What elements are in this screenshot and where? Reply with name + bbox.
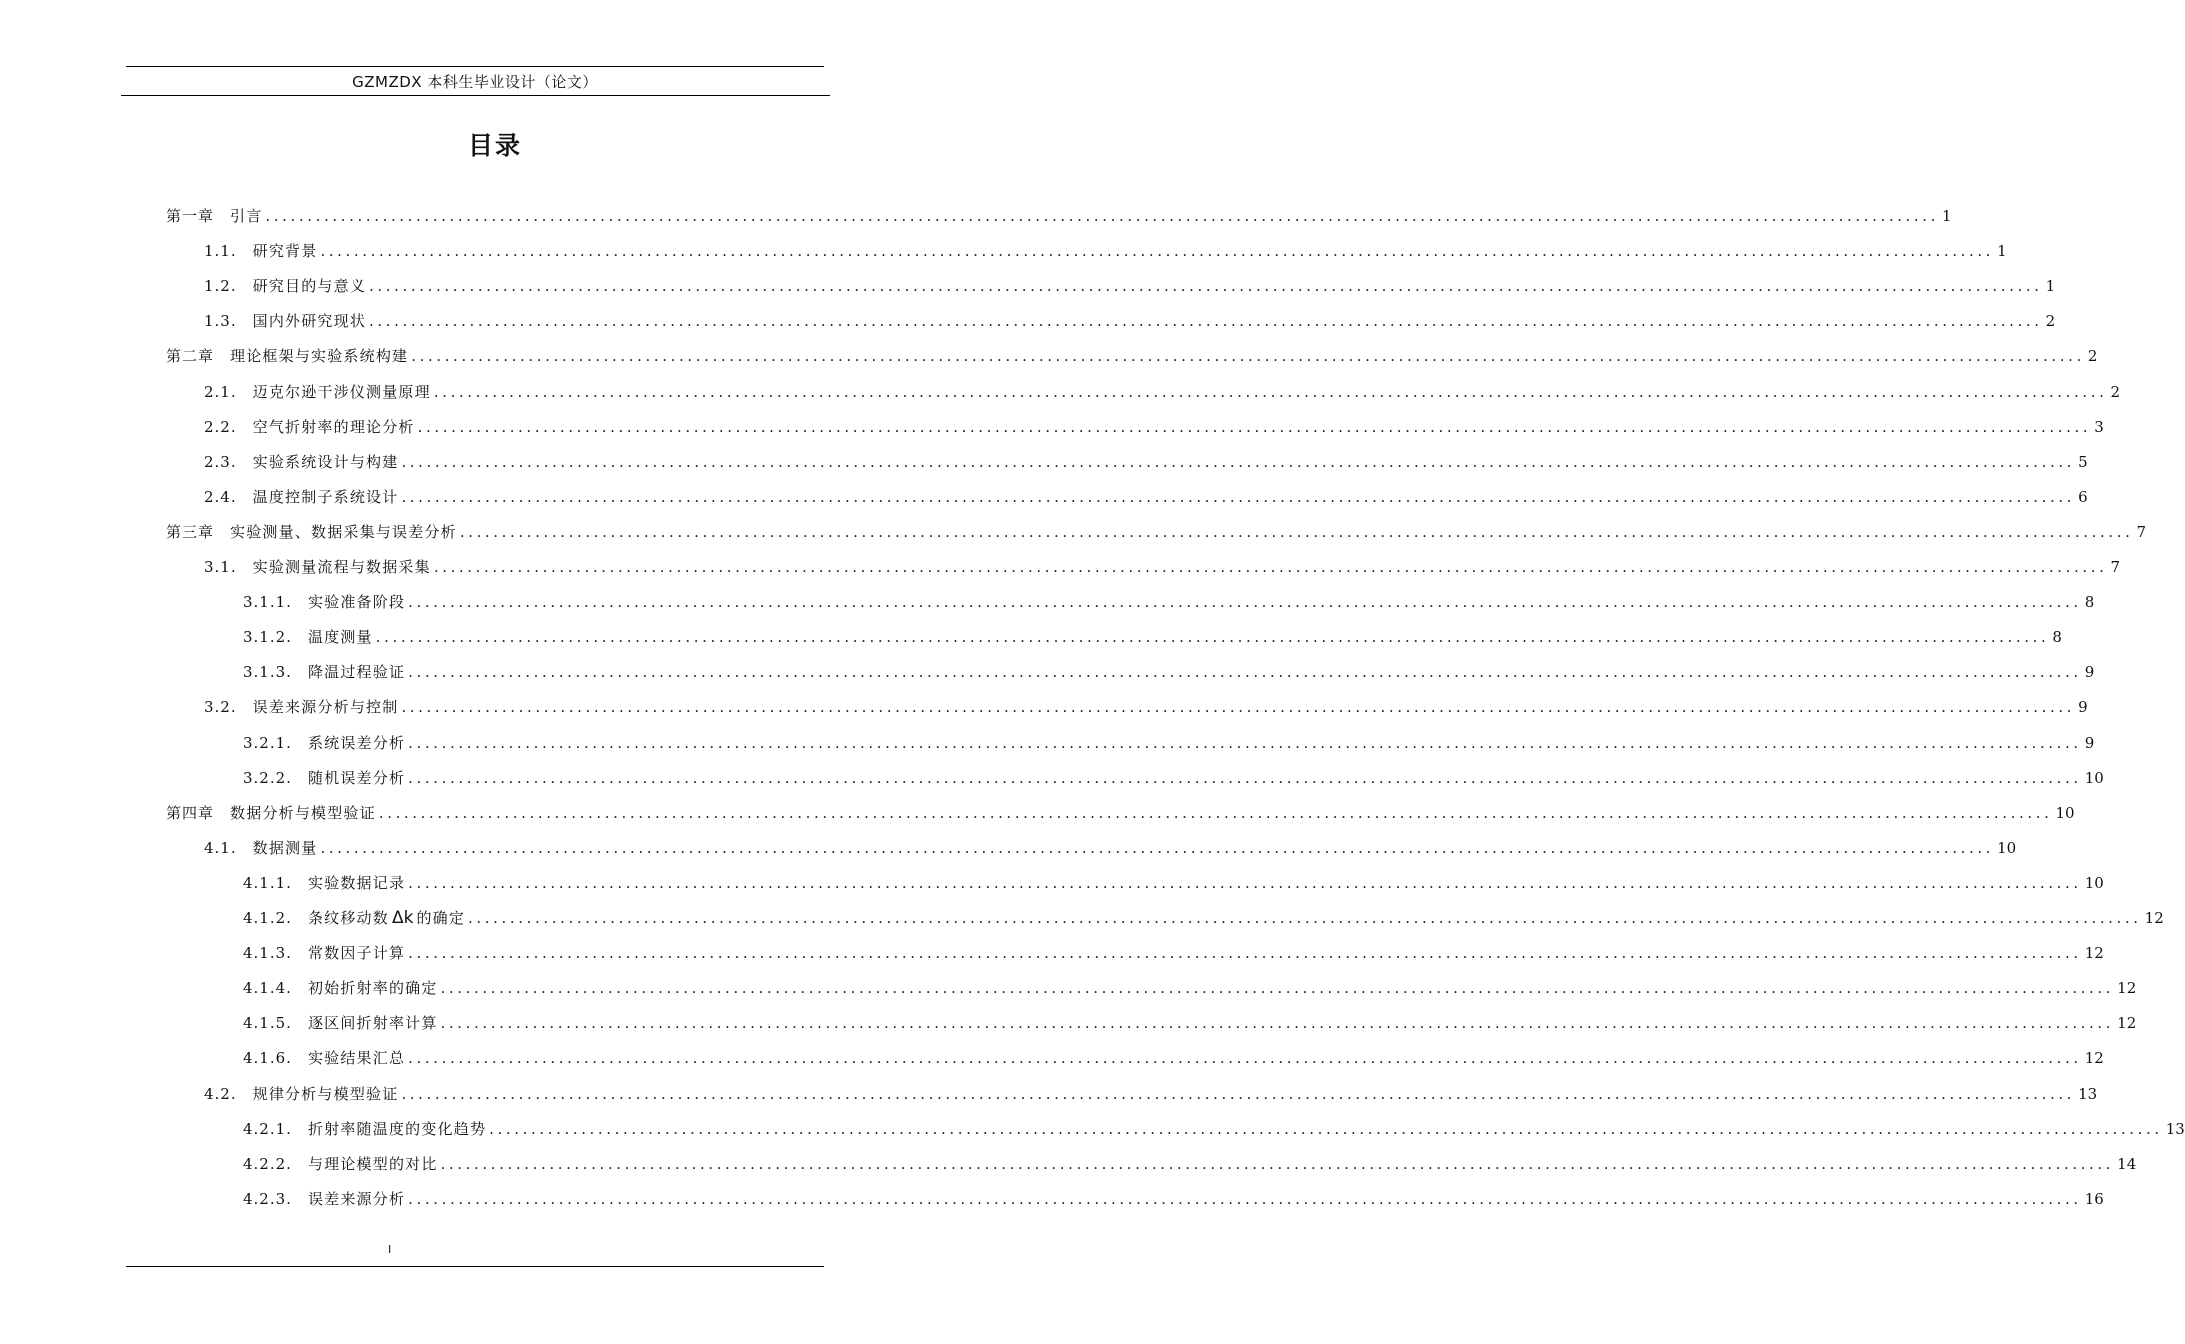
- toc-entry-number: 3.1.3.: [243, 663, 292, 682]
- toc-entry[interactable]: [204, 1083, 2098, 1107]
- toc-entry-number: 2.3.: [204, 452, 237, 471]
- footer-rule: [126, 1266, 824, 1267]
- toc-leader-dots: ........................................................................................................................................................................................................: [408, 768, 2082, 787]
- toc-entry-page: 14: [2117, 1154, 2137, 1173]
- toc-entry[interactable]: [204, 381, 2120, 405]
- toc-entry-number: 4.2.: [204, 1084, 237, 1103]
- toc-entry-page: 7: [2110, 558, 2120, 576]
- toc-entry-number: 3.2.1.: [243, 733, 292, 752]
- toc-entry-title: 空气折射率的理论分析: [252, 417, 415, 436]
- toc-entry-title: 引言: [230, 207, 263, 225]
- toc-leader-dots: ........................................................................................................................................................................................................: [408, 593, 2082, 612]
- toc-entry-page: 1: [1997, 242, 2007, 261]
- header-rule-bottom: [121, 95, 830, 96]
- toc-entry-title: 理论框架与实验系统构建: [230, 347, 409, 366]
- toc-entry-page: 1: [1942, 207, 1952, 225]
- toc-entry-page: 13: [2165, 1119, 2185, 1138]
- toc-entry[interactable]: [243, 732, 2095, 756]
- toc-entry[interactable]: [204, 240, 2007, 264]
- toc-entry[interactable]: [166, 345, 2098, 369]
- toc-entry-title: 折射率随温度的变化趋势: [307, 1119, 487, 1138]
- toc-entry-number: 3.1.1.: [243, 593, 292, 612]
- page-title: 目录: [467, 131, 522, 160]
- toc-entry[interactable]: [204, 275, 2056, 299]
- toc-entry[interactable]: [243, 977, 2137, 1001]
- toc-entry-page: 12: [2084, 1049, 2104, 1068]
- toc-entry-page: 1: [2045, 277, 2056, 296]
- toc-entry-title: 研究背景: [252, 242, 318, 261]
- toc-leader-dots: ........................................................................................................................................................................................................: [320, 838, 1995, 857]
- toc-leader-dots: ........................................................................................................................................................................................................: [378, 803, 2053, 822]
- toc-entry[interactable]: [204, 837, 2017, 861]
- toc-entry-number: 3.1.: [204, 558, 237, 576]
- toc-entry[interactable]: [243, 661, 2095, 685]
- toc-entry[interactable]: [166, 521, 2146, 545]
- page-number: I: [388, 1243, 392, 1256]
- toc-entry[interactable]: [204, 310, 2056, 334]
- toc-entry-title: 实验测量流程与数据采集: [252, 558, 431, 576]
- toc-entry-page: 10: [2084, 768, 2104, 787]
- toc-entry-title: 常数因子计算: [307, 944, 406, 963]
- toc-entry-page: 2: [2087, 347, 2098, 366]
- toc-entry-title: 温度测量: [307, 628, 373, 647]
- toc-entry-number: 4.1.2.: [243, 909, 292, 927]
- toc-entry[interactable]: [243, 942, 2104, 966]
- toc-entry-page: 12: [2117, 1014, 2137, 1033]
- toc-entry-page: 10: [1997, 838, 2017, 857]
- toc-entry[interactable]: [243, 767, 2104, 791]
- toc-entry-page: 6: [2078, 487, 2088, 506]
- toc-entry-page: 12: [2084, 944, 2104, 963]
- header-rule-top: [126, 66, 824, 67]
- toc-entry[interactable]: [166, 205, 1952, 229]
- toc-entry-number: 第二章: [166, 347, 215, 366]
- toc-leader-dots: ........................................................................................................................................................................................................: [369, 312, 2043, 331]
- toc-entry-number: 4.1.6.: [243, 1049, 292, 1068]
- toc-entry-title: 随机误差分析: [307, 768, 406, 787]
- toc-leader-dots: ........................................................................................................................................................................................................: [375, 628, 2050, 647]
- toc-entry-number: 3.2.: [204, 698, 237, 717]
- toc-entry-page: 10: [2084, 873, 2104, 892]
- toc-entry-title: 系统误差分析: [307, 733, 406, 752]
- toc-entry-title: 初始折射率的确定: [307, 979, 438, 998]
- toc-entry-page: 10: [2055, 803, 2075, 822]
- toc-entry-page: 9: [2084, 663, 2095, 682]
- toc-entry[interactable]: [243, 907, 2164, 931]
- toc-entry-page: 16: [2084, 1189, 2104, 1208]
- toc-entry-number: 3.1.2.: [243, 628, 292, 647]
- toc-leader-dots: ........................................................................................................................................................................................................: [440, 979, 2115, 998]
- toc-entry-number: 第四章: [166, 803, 215, 822]
- toc-entry-title: 数据测量: [252, 838, 318, 857]
- toc-leader-dots: ........................................................................................................................................................................................................: [489, 1119, 2163, 1138]
- toc-leader-dots: ........................................................................................................................................................................................................: [408, 1049, 2082, 1068]
- toc-entry-title: 温度控制子系统设计: [252, 487, 399, 506]
- toc-leader-dots: ........................................................................................................................................................................................................: [440, 1014, 2115, 1033]
- toc-leader-dots: ........................................................................................................................................................................................................: [433, 558, 2108, 576]
- toc-entry-number: 4.1.4.: [243, 979, 292, 998]
- toc-entry-page: 13: [2078, 1084, 2098, 1103]
- toc-entry-title: 实验数据记录: [307, 873, 406, 892]
- toc-leader-dots: ........................................................................................................................................................................................................: [369, 277, 2043, 296]
- toc-entry[interactable]: [204, 416, 2104, 440]
- toc-entry-page: 2: [2045, 312, 2056, 331]
- toc-leader-dots: ........................................................................................................................................................................................................: [408, 733, 2082, 752]
- toc-leader-dots: ........................................................................................................................................................................................................: [401, 452, 2076, 471]
- toc-entry-title: 实验结果汇总: [307, 1049, 406, 1068]
- toc-entry[interactable]: [243, 1118, 2185, 1142]
- toc-entry-title: 国内外研究现状: [252, 312, 367, 331]
- toc-leader-dots: ........................................................................................................................................................................................................: [433, 382, 2108, 401]
- toc-entry-page: 3: [2094, 417, 2104, 436]
- toc-entry-title: 误差来源分析: [307, 1189, 406, 1208]
- toc-entry[interactable]: [204, 486, 2088, 510]
- toc-entry[interactable]: [243, 1012, 2137, 1036]
- toc-entry[interactable]: [243, 626, 2062, 650]
- toc-entry-title: 研究目的与意义: [252, 277, 367, 296]
- toc-entry-title: 条纹移动数: [307, 909, 389, 927]
- toc-entry[interactable]: [243, 1047, 2104, 1071]
- toc-entry-title: 迈克尔逊干涉仪测量原理: [252, 382, 431, 401]
- toc-entry-number: 4.1.1.: [243, 873, 292, 892]
- toc-leader-dots: ........................................................................................................................................................................................................: [468, 909, 2142, 927]
- toc-entry[interactable]: [166, 802, 2075, 826]
- toc-entry-math: Δk: [391, 908, 414, 928]
- toc-entry-title: 与理论模型的对比: [307, 1154, 438, 1173]
- toc-entry-number: 第三章: [166, 522, 215, 541]
- toc-entry-page: 8: [2084, 593, 2095, 612]
- toc-entry-number: 4.2.3.: [243, 1189, 292, 1208]
- toc-entry-page: 12: [2117, 979, 2137, 998]
- toc-leader-dots: ........................................................................................................................................................................................................: [401, 1084, 2076, 1103]
- toc-entry-title: 实验测量、数据采集与误差分析: [230, 522, 457, 541]
- toc-leader-dots: ........................................................................................................................................................................................................: [459, 522, 2134, 541]
- toc-entry-number: 1.1.: [204, 242, 237, 261]
- toc-leader-dots: ........................................................................................................................................................................................................: [417, 417, 2092, 436]
- toc-entry-number: 第一章: [166, 207, 215, 225]
- toc-entry[interactable]: [243, 1153, 2137, 1177]
- toc-entry-page: 5: [2078, 452, 2088, 471]
- toc-entry-title-suffix: 的确定: [416, 909, 466, 927]
- toc-leader-dots: ........................................................................................................................................................................................................: [320, 242, 1995, 261]
- toc-leader-dots: ........................................................................................................................................................................................................: [401, 487, 2076, 506]
- toc-entry-number: 2.1.: [204, 382, 237, 401]
- toc-entry-number: 4.1.5.: [243, 1014, 292, 1033]
- toc-entry-page: 8: [2052, 628, 2062, 647]
- toc-entry-number: 1.2.: [204, 277, 237, 296]
- toc-leader-dots: ........................................................................................................................................................................................................: [408, 873, 2082, 892]
- toc-entry[interactable]: [243, 591, 2095, 615]
- toc-entry-number: 4.1.3.: [243, 944, 292, 963]
- running-header: GZMZDX 本科生毕业设计（论文）: [352, 73, 598, 91]
- toc-entry-number: 2.2.: [204, 417, 237, 436]
- toc-entry-title: 误差来源分析与控制: [252, 698, 399, 717]
- toc-leader-dots: ........................................................................................................................................................................................................: [408, 944, 2082, 963]
- toc-leader-dots: ........................................................................................................................................................................................................: [411, 347, 2085, 366]
- toc-entry[interactable]: [243, 872, 2104, 896]
- toc-entry-title: 逐区间折射率计算: [307, 1014, 438, 1033]
- toc-leader-dots: ........................................................................................................................................................................................................: [408, 663, 2082, 682]
- toc-entry-title: 数据分析与模型验证: [230, 803, 376, 822]
- toc-entry-title: 实验准备阶段: [307, 593, 406, 612]
- toc-entry-number: 4.2.1.: [243, 1119, 292, 1138]
- toc-entry[interactable]: [204, 451, 2088, 475]
- toc-entry-number: 3.2.2.: [243, 768, 292, 787]
- toc-entry-title: 实验系统设计与构建: [252, 452, 399, 471]
- toc-entry[interactable]: [204, 696, 2088, 720]
- toc-entry[interactable]: [204, 556, 2120, 580]
- toc-entry[interactable]: [243, 1188, 2104, 1212]
- toc-leader-dots: ........................................................................................................................................................................................................: [401, 698, 2076, 717]
- toc-entry-number: 4.1.: [204, 838, 237, 857]
- toc-entry-number: 1.3.: [204, 312, 237, 331]
- toc-entry-title: 降温过程验证: [307, 663, 406, 682]
- toc-entry-page: 12: [2144, 909, 2164, 927]
- toc-leader-dots: ........................................................................................................................................................................................................: [440, 1154, 2115, 1173]
- toc-entry-number: 2.4.: [204, 487, 237, 506]
- toc-entry-number: 4.2.2.: [243, 1154, 292, 1173]
- toc-entry-page: 2: [2110, 382, 2120, 401]
- toc-entry-title: 规律分析与模型验证: [252, 1084, 399, 1103]
- toc-entry-page: 9: [2078, 698, 2088, 717]
- toc-leader-dots: ........................................................................................................................................................................................................: [408, 1189, 2082, 1208]
- toc-entry-page: 7: [2136, 522, 2146, 541]
- toc-entry-page: 9: [2084, 733, 2095, 752]
- toc-leader-dots: ........................................................................................................................................................................................................: [265, 207, 1940, 225]
